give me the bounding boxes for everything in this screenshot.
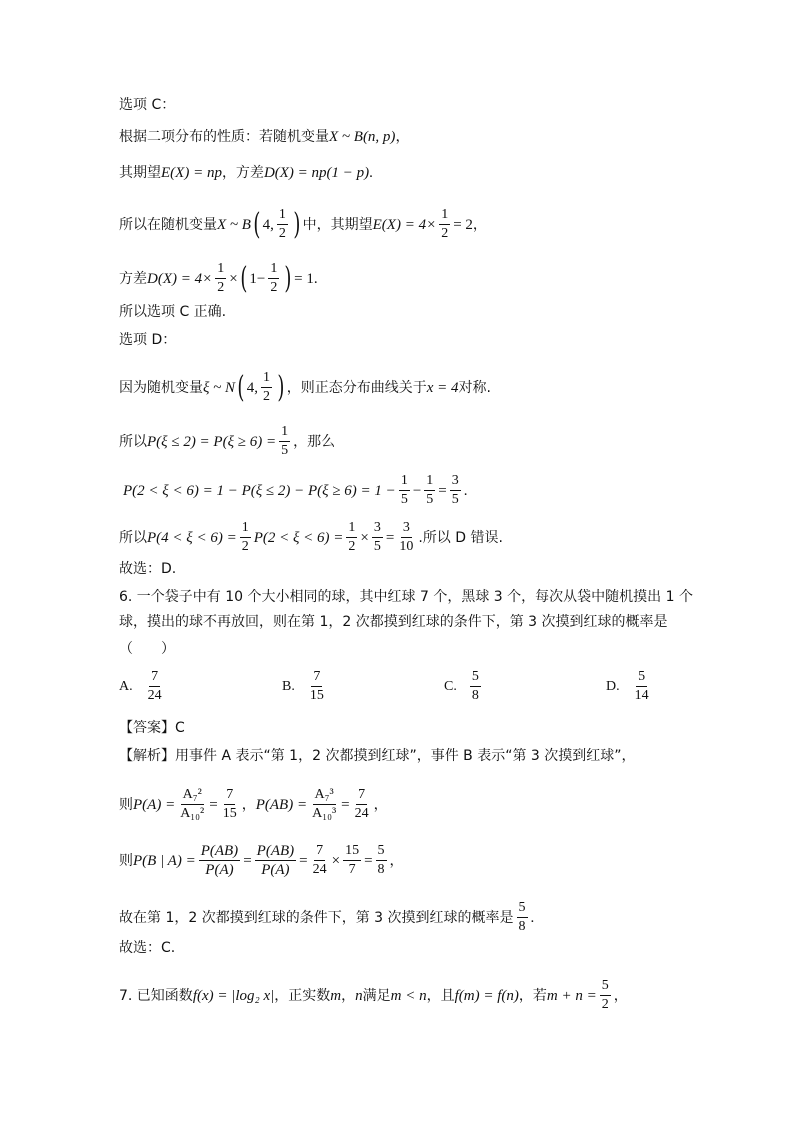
fraction-7-24 bbox=[353, 787, 371, 822]
text: . bbox=[530, 909, 535, 926]
fraction-half bbox=[439, 207, 450, 242]
denominator: 5 bbox=[400, 492, 408, 507]
fraction-conditional bbox=[199, 843, 240, 878]
formula: = bbox=[243, 852, 252, 869]
numerator: 7 bbox=[314, 843, 325, 861]
fraction-arrangement bbox=[178, 787, 206, 822]
formula: X ~ B bbox=[217, 216, 251, 233]
option-label: D. bbox=[606, 678, 620, 694]
option-c-heading bbox=[119, 96, 734, 114]
option-label: B. bbox=[282, 678, 295, 694]
question-text: ，且 bbox=[426, 987, 455, 1004]
numerator: 7 bbox=[149, 669, 160, 687]
paren-close: ) bbox=[293, 206, 301, 242]
option-b bbox=[282, 669, 329, 704]
fraction-7-15 bbox=[221, 787, 239, 822]
text: 方差 bbox=[119, 270, 147, 287]
denominator: 10 bbox=[399, 539, 414, 554]
text: ， bbox=[389, 852, 404, 869]
numerator: 7 bbox=[311, 669, 322, 687]
formula: = 1 bbox=[294, 270, 314, 287]
question-7-line bbox=[119, 978, 734, 1013]
text: 所以 bbox=[119, 529, 147, 546]
explanation-intro bbox=[119, 747, 734, 765]
denominator: 8 bbox=[377, 862, 385, 877]
fraction-three-fifths bbox=[372, 520, 383, 555]
option-label: A. bbox=[119, 678, 133, 694]
denominator: P(A) bbox=[205, 862, 234, 878]
text: . bbox=[313, 270, 318, 287]
answer-blank: （ ） bbox=[119, 641, 175, 657]
denominator: 15 bbox=[222, 806, 237, 821]
denominator: A₁₀³ bbox=[312, 806, 337, 821]
option-fraction bbox=[470, 669, 481, 704]
option-fraction bbox=[308, 669, 326, 704]
explanation-line-1 bbox=[119, 787, 734, 822]
denominator: 2 bbox=[263, 389, 271, 404]
text: 所以选项 C 正确. bbox=[119, 304, 227, 320]
text: 所以在随机变量 bbox=[119, 216, 217, 233]
denominator: 5 bbox=[451, 492, 459, 507]
formula: x = 4 bbox=[426, 379, 459, 396]
variance-calc-line bbox=[119, 261, 734, 296]
numerator: 1 bbox=[346, 520, 357, 538]
formula: = bbox=[299, 852, 308, 869]
question-text: ， bbox=[341, 987, 356, 1004]
formula: m < n bbox=[390, 987, 427, 1004]
normal-distribution-line bbox=[119, 370, 734, 405]
text: 故在第 1，2 次都摸到红球的条件下，第 3 次摸到红球的概率是 bbox=[119, 909, 514, 926]
expectation-variance-line bbox=[119, 164, 734, 182]
fraction-conditional bbox=[255, 843, 296, 878]
question-text: ，若 bbox=[518, 987, 547, 1004]
text: ，则正态分布曲线关于 bbox=[286, 379, 427, 396]
denominator: 14 bbox=[634, 688, 649, 703]
text: 因为随机变量 bbox=[119, 379, 203, 396]
formula: m bbox=[330, 987, 342, 1004]
question-6-line-2 bbox=[119, 613, 734, 631]
option-d bbox=[606, 669, 654, 704]
question-6-line-3 bbox=[119, 640, 734, 658]
option-label: C. bbox=[444, 678, 457, 694]
numerator: 5 bbox=[376, 843, 387, 861]
formula: m + n = bbox=[546, 987, 597, 1004]
formula: = bbox=[209, 796, 218, 813]
numerator: P(AB) bbox=[256, 843, 295, 859]
question-text: 满足 bbox=[362, 987, 391, 1004]
formula: f(x) = |log₂ x| bbox=[192, 987, 275, 1004]
formula: D(X) = np(1 − p) bbox=[263, 165, 370, 181]
binomial-property-line bbox=[119, 128, 734, 146]
option-fraction bbox=[633, 669, 651, 704]
expectation-calc-line bbox=[119, 207, 734, 242]
option-c-conclusion bbox=[119, 303, 734, 321]
denominator: 2 bbox=[348, 539, 356, 554]
answer-label bbox=[119, 719, 734, 737]
denominator: 24 bbox=[312, 862, 327, 877]
text: 根据二项分布的性质：若随机变量 bbox=[119, 129, 329, 145]
numerator: A₇² bbox=[181, 787, 204, 805]
numerator: 7 bbox=[224, 787, 235, 805]
option-c bbox=[444, 669, 484, 704]
formula: 4, bbox=[262, 216, 274, 233]
formula: ξ ~ N bbox=[203, 379, 236, 396]
question-text: ， bbox=[613, 987, 628, 1004]
question-text: 7. 已知函数 bbox=[119, 987, 193, 1004]
fraction-half bbox=[261, 370, 272, 405]
paren-open: ( bbox=[253, 206, 261, 242]
formula: P(4 < ξ < 6) = bbox=[147, 529, 237, 546]
question-text: 6. 一个袋子中有 10 个大小相同的球，其中红球 7 个，黑球 3 个，每次从袋中随机摸出 1 个 bbox=[119, 589, 693, 605]
fraction-5-8 bbox=[517, 900, 528, 935]
formula: 1− bbox=[249, 270, 266, 287]
formula: P(AB) = bbox=[255, 796, 308, 813]
question-text: ，正实数 bbox=[274, 987, 331, 1004]
numerator: 5 bbox=[517, 900, 528, 918]
numerator: 1 bbox=[277, 207, 288, 225]
numerator: 1 bbox=[240, 520, 251, 538]
denominator: 2 bbox=[601, 997, 609, 1012]
denominator: 8 bbox=[471, 688, 479, 703]
denominator: A₁₀² bbox=[180, 806, 205, 821]
formula: × bbox=[229, 270, 238, 287]
formula: P(2 < ξ < 6) = 1 − P(ξ ≤ 2) − P(ξ ≥ 6) = 1 − bbox=[123, 482, 396, 499]
fraction-fifth bbox=[399, 473, 410, 508]
numerator: 1 bbox=[424, 473, 435, 491]
paren-close: ) bbox=[284, 260, 292, 296]
denominator: 2 bbox=[278, 226, 286, 241]
numerator: 1 bbox=[439, 207, 450, 225]
option-d-heading bbox=[119, 331, 734, 349]
text: 选项 D： bbox=[119, 332, 177, 348]
probability-line-3 bbox=[119, 520, 734, 555]
fraction-arrangement bbox=[310, 787, 338, 822]
fraction-half bbox=[240, 520, 251, 555]
text: .所以 D 错误. bbox=[418, 529, 503, 546]
fraction-half bbox=[346, 520, 357, 555]
denominator: 24 bbox=[354, 806, 369, 821]
probability-line-2 bbox=[123, 473, 734, 508]
paren-close: ) bbox=[277, 369, 285, 405]
answer-c-line bbox=[119, 939, 734, 957]
formula: = bbox=[385, 529, 395, 546]
text: 所以 bbox=[119, 433, 147, 450]
formula: P(ξ ≤ 2) = P(ξ ≥ 6) = bbox=[147, 433, 277, 450]
denominator: P(A) bbox=[261, 862, 290, 878]
fraction-5-8 bbox=[376, 843, 387, 878]
formula: f(m) = f(n) bbox=[454, 987, 519, 1004]
denominator: 2 bbox=[217, 280, 225, 295]
numerator: 3 bbox=[401, 520, 412, 538]
denominator: 2 bbox=[270, 280, 278, 295]
formula: = bbox=[341, 796, 350, 813]
text: 故选：D. bbox=[119, 561, 177, 577]
fraction-half bbox=[268, 261, 279, 296]
paren-open: ( bbox=[240, 260, 248, 296]
denominator: 15 bbox=[309, 688, 324, 703]
formula: × bbox=[360, 529, 369, 546]
option-fraction bbox=[146, 669, 164, 704]
formula: D(X) = 4× bbox=[147, 270, 213, 287]
text: 中，其期望 bbox=[302, 216, 373, 233]
fraction-half bbox=[277, 207, 288, 242]
denominator: 8 bbox=[518, 919, 526, 934]
formula: X ~ B(n, p) bbox=[329, 129, 396, 145]
denominator: 24 bbox=[147, 688, 162, 703]
fraction-5-2 bbox=[600, 978, 611, 1013]
text: ，方差 bbox=[221, 165, 264, 181]
text: . bbox=[463, 482, 468, 499]
text: 则 bbox=[119, 796, 133, 813]
fraction-three-tenths bbox=[397, 520, 415, 555]
denominator: 2 bbox=[241, 539, 249, 554]
denominator: 5 bbox=[373, 539, 381, 554]
question-text: 球，摸出的球不再放回，则在第 1，2 次都摸到红球的条件下，第 3 次摸到红球的概率是 bbox=[119, 614, 668, 630]
text: 选项 C： bbox=[119, 97, 176, 113]
fraction-fifth bbox=[424, 473, 435, 508]
text: 故选：C. bbox=[119, 940, 176, 956]
numerator: 15 bbox=[343, 843, 361, 861]
formula: 4, bbox=[246, 379, 259, 396]
paren-open: ( bbox=[237, 369, 245, 405]
formula: E(X) = np bbox=[161, 165, 222, 181]
fraction-fifth bbox=[279, 424, 290, 459]
numerator: 5 bbox=[470, 669, 481, 687]
numerator: 1 bbox=[399, 473, 410, 491]
numerator: 1 bbox=[268, 261, 279, 279]
denominator: 5 bbox=[426, 492, 434, 507]
fraction-three-fifths bbox=[450, 473, 461, 508]
text: ， bbox=[241, 796, 256, 813]
explanation-line-3 bbox=[119, 900, 734, 935]
fraction-7-24 bbox=[311, 843, 329, 878]
text: ，那么 bbox=[293, 433, 336, 450]
formula: = bbox=[364, 852, 373, 869]
fraction-15-7 bbox=[343, 843, 361, 878]
denominator: 2 bbox=[441, 226, 449, 241]
formula: × bbox=[331, 852, 341, 869]
text: ， bbox=[373, 796, 388, 813]
numerator: 5 bbox=[600, 978, 611, 996]
denominator: 7 bbox=[348, 862, 356, 877]
formula: P(A) = bbox=[133, 796, 176, 813]
formula: P(2 < ξ < 6) = bbox=[253, 529, 344, 546]
denominator: 5 bbox=[281, 443, 289, 458]
text: ， bbox=[472, 216, 487, 233]
option-a bbox=[119, 669, 167, 704]
numerator: 5 bbox=[636, 669, 647, 687]
formula: P(B | A) = bbox=[133, 852, 196, 869]
probability-line-1 bbox=[119, 424, 734, 459]
text: 则 bbox=[119, 852, 133, 869]
explanation-line-2 bbox=[119, 843, 734, 878]
numerator: 3 bbox=[450, 473, 461, 491]
fraction-half bbox=[215, 261, 226, 296]
question-6-line-1 bbox=[119, 588, 734, 606]
numerator: 1 bbox=[261, 370, 272, 388]
formula: = bbox=[438, 482, 447, 499]
formula: E(X) = 4× bbox=[372, 216, 437, 233]
numerator: 7 bbox=[356, 787, 367, 805]
numerator: 1 bbox=[215, 261, 226, 279]
numerator: 3 bbox=[372, 520, 383, 538]
formula: − bbox=[412, 482, 422, 499]
formula: n bbox=[355, 987, 363, 1004]
numerator: A₇³ bbox=[313, 787, 336, 805]
text: 【答案】C bbox=[119, 720, 185, 736]
answer-d-line bbox=[119, 560, 734, 578]
text: 对称. bbox=[458, 379, 491, 396]
text: ， bbox=[395, 129, 410, 145]
text: 【解析】用事件 A 表示“第 1，2 次都摸到红球”，事件 B 表示“第 3 次摸到红球”， bbox=[119, 748, 636, 764]
formula: = 2 bbox=[453, 216, 473, 233]
text: . bbox=[369, 165, 373, 181]
numerator: P(AB) bbox=[200, 843, 239, 859]
text: 其期望 bbox=[119, 165, 161, 181]
numerator: 1 bbox=[279, 424, 290, 442]
